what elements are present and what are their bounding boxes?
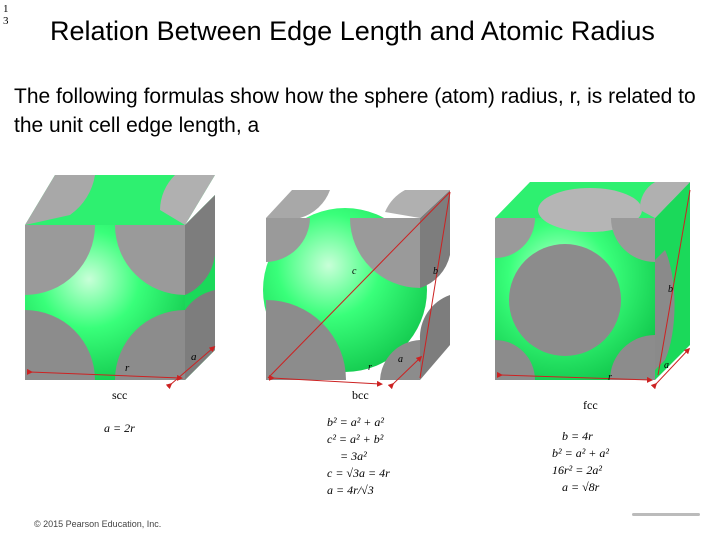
- formula-line: c² = a² + b²: [327, 432, 384, 446]
- formula-line: b² = a² + a²: [327, 415, 384, 429]
- fcc-a-label: a: [664, 360, 669, 371]
- scc-caption: scc: [112, 388, 128, 402]
- formula-line: a = 4r/√3: [327, 483, 374, 497]
- bcc-a-label: a: [398, 354, 403, 365]
- slide-title: Relation Between Edge Length and Atomic Radius: [50, 16, 655, 46]
- intro-text: The following formulas show how the sphere (atom) radius, r, is related to the unit cell edge length, a: [14, 85, 696, 137]
- formula-line: a = √8r: [562, 480, 600, 494]
- fcc-formulas: [552, 428, 609, 496]
- slide-number: 1 3: [3, 3, 9, 27]
- fcc-caption: fcc: [583, 398, 598, 412]
- formula-line: = 3a²: [340, 449, 367, 463]
- bcc-caption: bcc: [352, 388, 369, 402]
- scc-r-label: r: [125, 362, 130, 374]
- fcc-r-label: r: [608, 372, 612, 383]
- bcc-b-label: b: [433, 266, 438, 277]
- scc-formulas: [104, 420, 135, 437]
- fcc-b-label: b: [668, 284, 673, 295]
- scc-a-label: a: [191, 351, 197, 363]
- formula-line: b² = a² + a²: [552, 446, 609, 460]
- formula-line: c = √3a = 4r: [327, 466, 390, 480]
- scc-cube-diagram: [25, 175, 215, 385]
- bcc-cube-diagram: [263, 190, 450, 385]
- footer-decoration-bar: [632, 513, 700, 516]
- bcc-formulas: [327, 414, 390, 499]
- bcc-r-label: r: [368, 362, 372, 373]
- copyright-notice: © 2015 Pearson Education, Inc.: [34, 519, 162, 529]
- fcc-cube-diagram: [495, 182, 690, 385]
- formula-line: a = 2r: [104, 421, 135, 435]
- formula-line: b = 4r: [562, 429, 593, 443]
- formula-line: 16r² = 2a²: [552, 463, 602, 477]
- bcc-c-label: c: [352, 266, 357, 277]
